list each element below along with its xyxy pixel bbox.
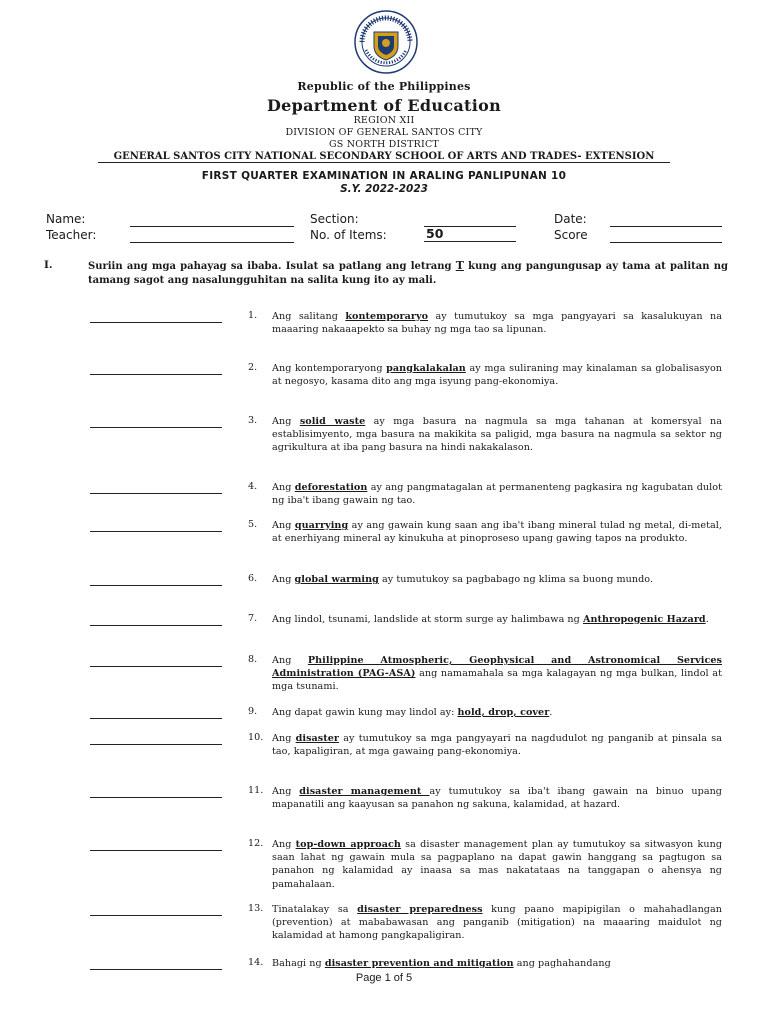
date-field[interactable] bbox=[610, 214, 722, 227]
page-footer: Page 1 of 5 bbox=[355, 972, 413, 984]
question-number: 7. bbox=[248, 613, 258, 624]
teacher-label: Teacher: bbox=[46, 228, 97, 242]
answer-blank[interactable] bbox=[90, 968, 222, 970]
question-number: 6. bbox=[248, 573, 258, 584]
items-value: 50 bbox=[424, 227, 516, 242]
teacher-field[interactable] bbox=[130, 230, 294, 243]
underlined-term: disaster bbox=[295, 733, 340, 744]
question-number: 10. bbox=[248, 732, 264, 743]
answer-blank[interactable] bbox=[90, 426, 222, 428]
answer-blank[interactable] bbox=[90, 624, 222, 626]
question-number: 11. bbox=[248, 785, 264, 796]
underlined-term: kontemporaryo bbox=[345, 311, 429, 322]
question-number: 12. bbox=[248, 838, 264, 849]
answer-blank[interactable] bbox=[90, 665, 222, 667]
department-heading: Department of Education bbox=[266, 96, 502, 115]
question-number: 8. bbox=[248, 654, 258, 665]
answer-blank[interactable] bbox=[90, 849, 222, 851]
question-text: Ang dapat gawin kung may lindol ay: hold, drop, cover. bbox=[272, 707, 553, 718]
question-text: Bahagi ng disaster prevention and mitigation ang paghahandang bbox=[272, 958, 611, 969]
school-year: S.Y. 2022-2023 bbox=[340, 183, 428, 195]
underlined-term: global warming bbox=[294, 574, 379, 585]
question-number: 2. bbox=[248, 362, 258, 373]
question-text: Ang disaster management ay tumutukoy sa iba't ibang gawain na binuo upang mapanatili ang kaayusan sa panahon ng sakuna, kalamidad, at hazard. bbox=[272, 786, 723, 811]
question-number: 13. bbox=[248, 903, 264, 914]
underlined-term: disaster management bbox=[299, 786, 430, 797]
question-number: 4. bbox=[248, 481, 258, 492]
underlined-term: pangkalakalan bbox=[386, 363, 466, 374]
question-text: Ang top-down approach sa disaster management plan ay tumutukoy sa sitwasyon kung saan lahat ng gawain mula sa pagpaplano na dapat gawin hanggang sa pagtugon sa panahon ng kalamidad ay inaasa sa mas nakatataas na tanggapan o ahensya ng pamahalaan. bbox=[272, 839, 723, 890]
answer-blank[interactable] bbox=[90, 743, 222, 745]
question-number: 1. bbox=[248, 310, 258, 321]
question-text: Ang deforestation ay ang pangmatagalan at permanenteng pagkasira ng kagubatan dulot ng iba't ibang gawain ng tao. bbox=[272, 482, 722, 507]
answer-blank[interactable] bbox=[90, 321, 222, 323]
instruction-text: Suriin ang mga pahayag sa ibaba. Isulat sa patlang ang letrang T kung ang pangungusap ay tama at palitan ng tamang sagot ang nasalungguhitan na salita kung ito ay mali. bbox=[88, 259, 728, 286]
district-line: GS NORTH DISTRICT bbox=[329, 139, 439, 150]
name-field[interactable] bbox=[130, 214, 294, 227]
items-label: No. of Items: bbox=[310, 228, 387, 242]
underlined-term: disaster prevention and mitigation bbox=[324, 958, 514, 969]
question-number: 14. bbox=[248, 957, 264, 968]
answer-blank[interactable] bbox=[90, 373, 222, 375]
question-text: Ang quarrying ay ang gawain kung saan ang iba't ibang mineral tulad ng metal, di-metal, at enerhiyang mineral ay kinukuha at pinoproseso upang gawing tapos na produkto. bbox=[272, 520, 722, 545]
region-line: REGION XII bbox=[353, 115, 415, 126]
underlined-term: hold, drop, cover bbox=[457, 707, 550, 718]
date-label: Date: bbox=[554, 212, 587, 226]
answer-blank[interactable] bbox=[90, 914, 222, 916]
question-text: Ang solid waste ay mga basura na nagmula sa mga tahanan at komersyal na establisimyento, mga basura na makikita sa paligid, mga basura na nagmula sa sektor ng agrikultura at iba pang basura na hindi nakakalason. bbox=[272, 416, 722, 454]
part-number: I. bbox=[44, 259, 53, 271]
answer-blank[interactable] bbox=[90, 717, 222, 719]
question-text: Ang kontemporaryong pangkalakalan ay mga suliraning may kinalaman sa globalisasyon at negosyo, kasama dito ang mga isyung pang-ekonomiya. bbox=[272, 363, 722, 388]
answer-blank[interactable] bbox=[90, 796, 222, 798]
underlined-term: quarrying bbox=[294, 520, 349, 531]
score-label: Score bbox=[554, 228, 588, 242]
section-label: Section: bbox=[310, 212, 359, 226]
letter-t: T bbox=[455, 259, 464, 272]
underlined-term: top-down approach bbox=[295, 839, 401, 850]
underlined-term: Philippine Atmospheric, Geophysical and Astronomical Services Administration (PAG-ASA) bbox=[272, 655, 722, 680]
question-number: 3. bbox=[248, 415, 258, 426]
underlined-term: deforestation bbox=[294, 482, 368, 493]
answer-blank[interactable] bbox=[90, 530, 222, 532]
republic-heading: Republic of the Philippines bbox=[297, 80, 471, 93]
question-number: 5. bbox=[248, 519, 258, 530]
school-name: GENERAL SANTOS CITY NATIONAL SECONDARY SCHOOL OF ARTS AND TRADES- EXTENSION bbox=[98, 151, 670, 163]
question-text: Ang lindol, tsunami, landslide at storm surge ay halimbawa ng Anthropogenic Hazard. bbox=[272, 614, 709, 625]
answer-blank[interactable] bbox=[90, 492, 222, 494]
question-text: Ang salitang kontemporaryo ay tumutukoy sa mga pangyayari sa kasalukuyan na maaaring nakaaapekto sa buhay ng mga tao sa lipunan. bbox=[272, 311, 722, 336]
deped-seal-icon bbox=[354, 10, 418, 74]
underlined-term: solid waste bbox=[299, 416, 366, 427]
answer-blank[interactable] bbox=[90, 584, 222, 586]
exam-title: FIRST QUARTER EXAMINATION IN ARALING PANLIPUNAN 10 bbox=[201, 170, 567, 182]
score-field[interactable] bbox=[610, 230, 722, 243]
question-text: Tinatalakay sa disaster preparedness kung paano mapipigilan o mahahadlangan (prevention) at mababawasan ang panganib (mitigation) na maaaring maidulot ng kalamidad at hamong pangkapaligiran. bbox=[272, 904, 722, 942]
question-text: Ang disaster ay tumutukoy sa mga pangyayari na nagdudulot ng panganib at pinsala sa tao, kapaligiran, at mga gawaing pang-ekonomiya. bbox=[272, 733, 722, 758]
name-label: Name: bbox=[46, 212, 86, 226]
underlined-term: Anthropogenic Hazard bbox=[582, 614, 706, 625]
underlined-term: disaster preparedness bbox=[357, 904, 483, 915]
question-text: Ang Philippine Atmospheric, Geophysical and Astronomical Services Administration (PAG-ASA) ang namamahala sa mga kalagayan ng mga bulkan, lindol at mga tsunami. bbox=[272, 655, 722, 693]
question-text: Ang global warming ay tumutukoy sa pagbabago ng klima sa buong mundo. bbox=[272, 574, 654, 585]
question-number: 9. bbox=[248, 706, 258, 717]
division-line: DIVISION OF GENERAL SANTOS CITY bbox=[285, 127, 483, 138]
